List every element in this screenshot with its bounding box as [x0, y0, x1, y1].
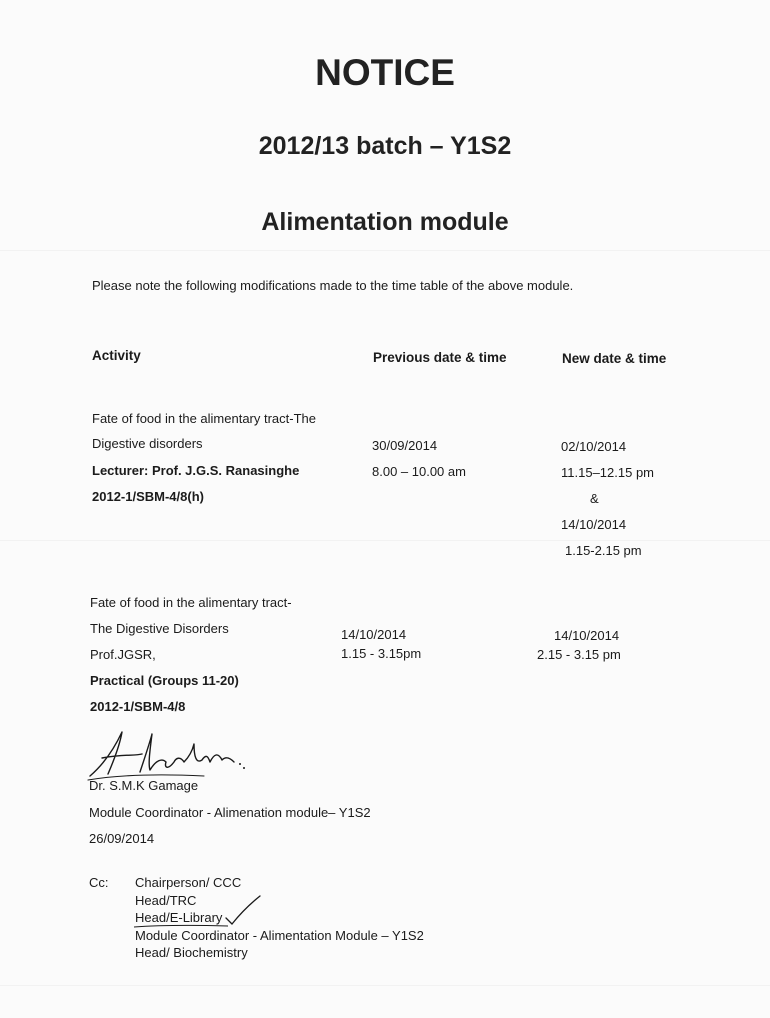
cc-recipient: Head/TRC: [135, 893, 197, 908]
row2-code: 2012-1/SBM-4/8: [90, 699, 186, 714]
paper-crease: [0, 250, 770, 251]
cc-recipient: Chairperson/ CCC: [135, 875, 242, 890]
row2-new-date: 14/10/2014: [554, 628, 620, 643]
row1-code: 2012-1/SBM-4/8(h): [92, 489, 204, 504]
notice-title: NOTICE: [315, 52, 455, 93]
batch-heading: 2012/13 batch – Y1S2: [258, 132, 512, 160]
row2-activity-line: The Digestive Disorders: [90, 621, 229, 636]
handwritten-signature: [84, 724, 254, 784]
row1-previous-time: 8.00 – 10.00 am: [372, 464, 466, 479]
paper-crease: [0, 985, 770, 986]
row1-new-time2: 1.15-2.15 pm: [565, 543, 642, 558]
row2-new-time: 2.15 - 3.15 pm: [537, 647, 621, 662]
module-heading: Alimentation module: [261, 208, 509, 236]
notice-date: 26/09/2014: [89, 831, 155, 846]
row1-activity-line: Digestive disorders: [92, 436, 203, 451]
cc-recipient: Head/ Biochemistry: [135, 945, 248, 960]
row2-activity-line: Fate of food in the alimentary tract-: [90, 595, 292, 610]
row1-activity-line: Fate of food in the alimentary tract-The: [92, 411, 316, 426]
header-new: New date & time: [562, 351, 667, 366]
signatory-name: Dr. S.M.K Gamage: [89, 778, 199, 793]
row1-lecturer: Lecturer: Prof. J.G.S. Ranasinghe: [92, 463, 300, 478]
row1-new-and: &: [590, 491, 599, 506]
row2-practical: Practical (Groups 11-20): [90, 673, 239, 688]
intro-text: Please note the following modifications made to the time table of the above module.: [92, 278, 574, 293]
cc-recipient: Head/E-Library: [135, 910, 223, 925]
underline-mark: [132, 924, 232, 930]
row2-previous-time: 1.15 - 3.15pm: [341, 646, 422, 661]
row1-previous-date: 30/09/2014: [372, 438, 438, 453]
cc-label: Cc:: [89, 875, 109, 890]
row1-new-date2: 14/10/2014: [561, 517, 627, 532]
row2-lecturer: Prof.JGSR,: [90, 647, 156, 662]
cc-recipient: Module Coordinator - Alimentation Module – Y1S2: [135, 928, 424, 943]
paper-crease: [0, 540, 770, 541]
header-activity: Activity: [92, 348, 141, 363]
row1-new-time: 11.15–12.15 pm: [561, 465, 654, 480]
row1-new-date: 02/10/2014: [561, 439, 627, 454]
row2-previous-date: 14/10/2014: [341, 627, 407, 642]
header-previous: Previous date & time: [373, 350, 507, 365]
signatory-role: Module Coordinator - Alimenation module– Y1S2: [89, 805, 371, 820]
